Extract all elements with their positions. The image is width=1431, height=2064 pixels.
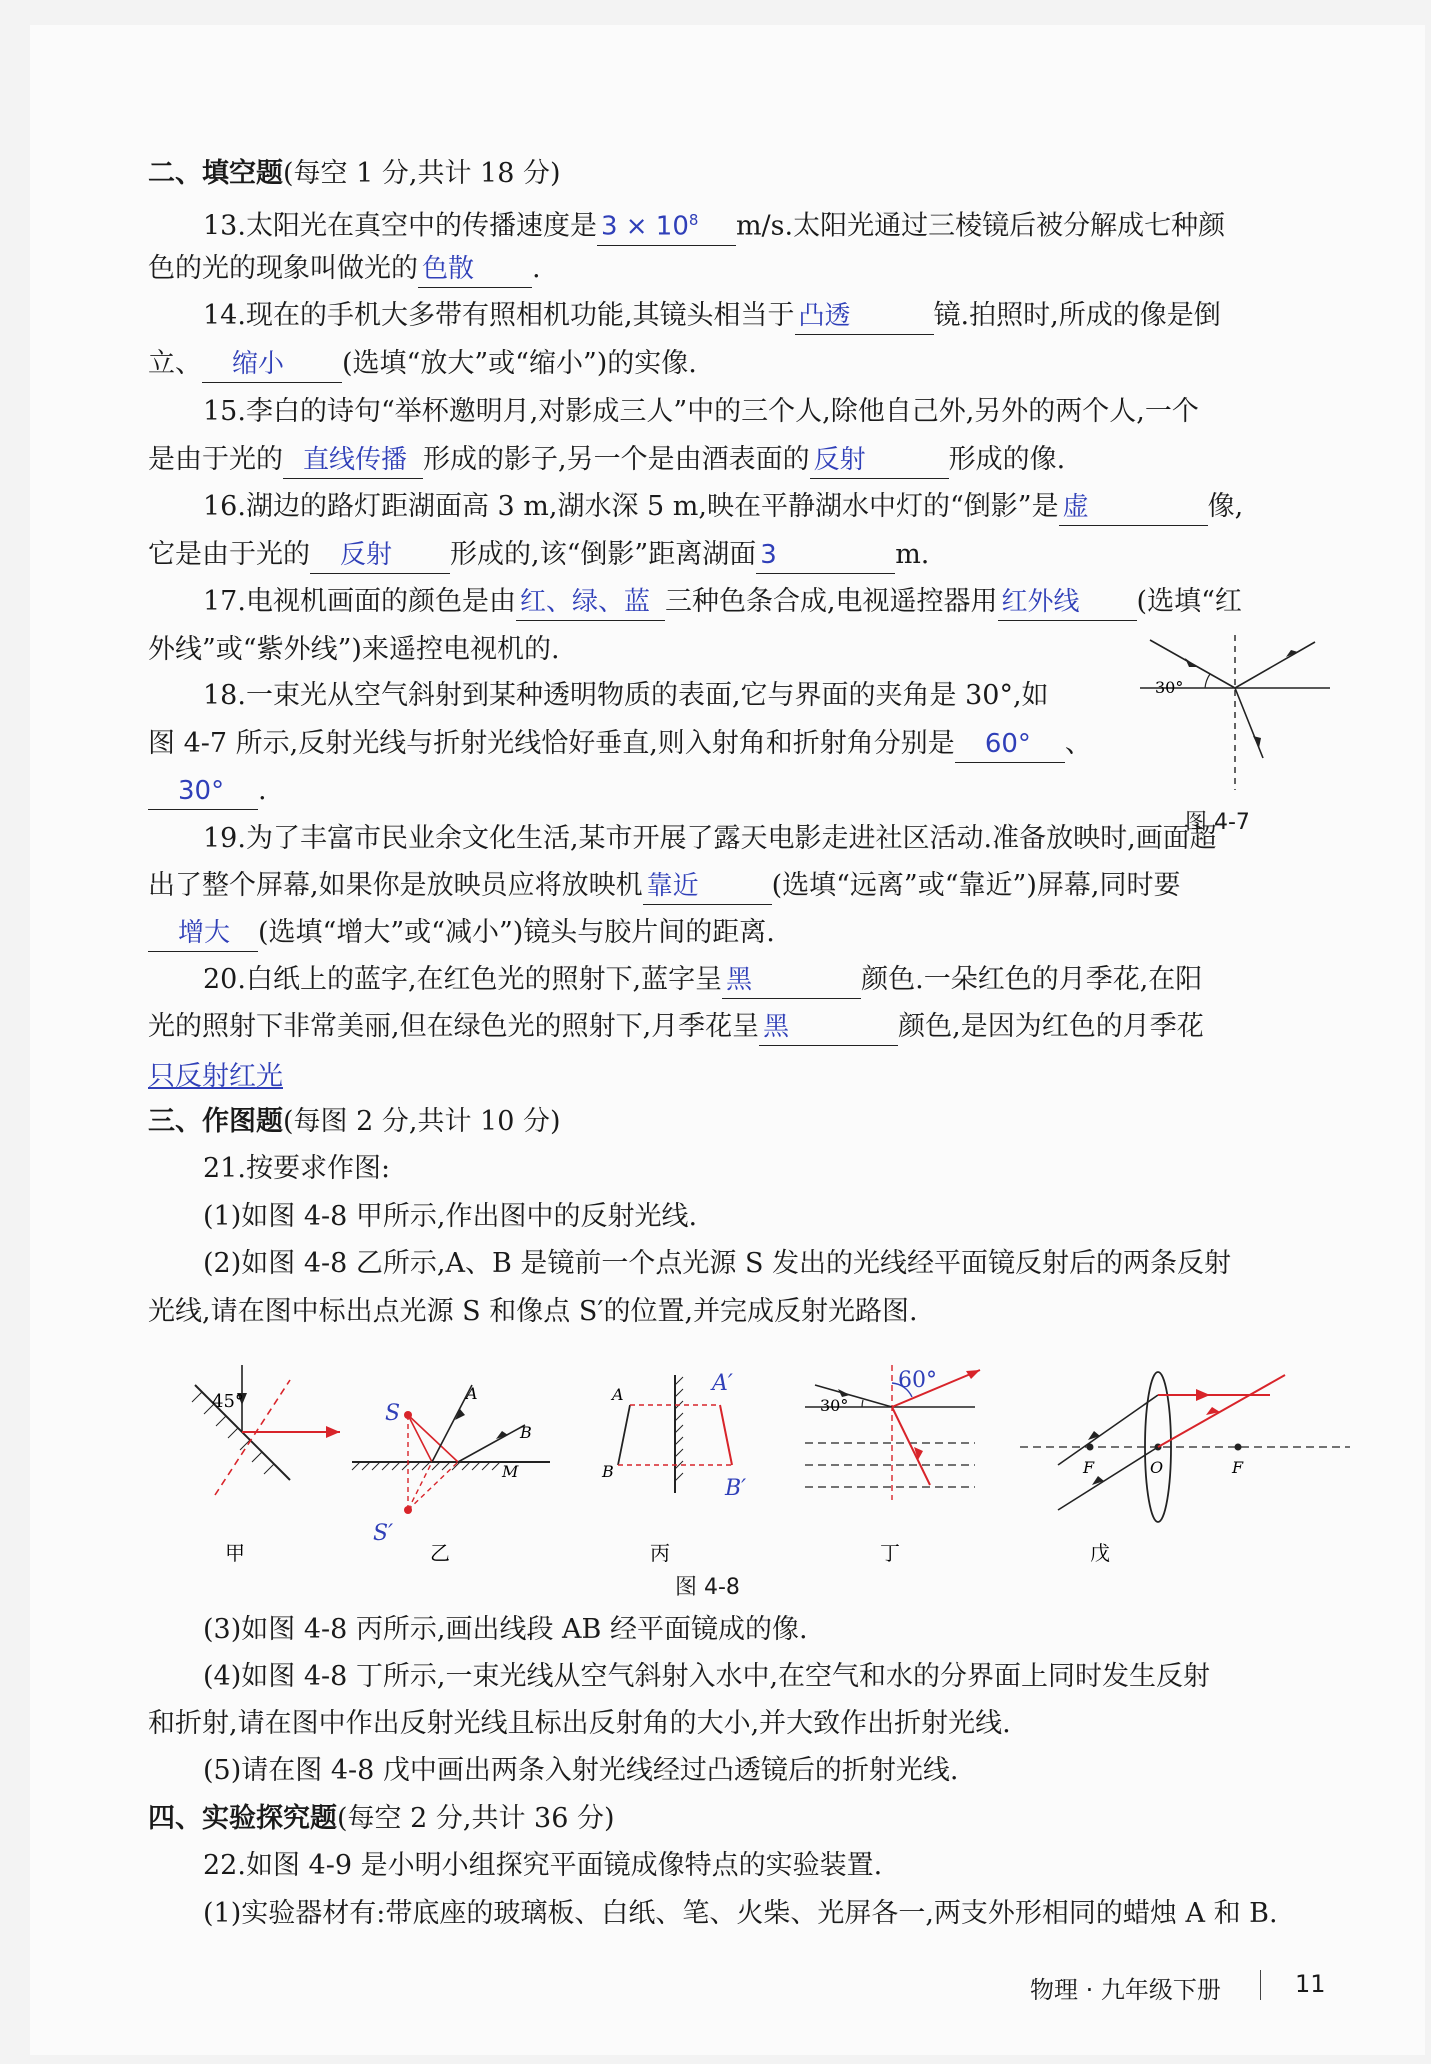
q19-line3 xyxy=(148,914,775,952)
q16-line2 xyxy=(148,536,929,574)
fig-ding xyxy=(805,1365,980,1565)
page-number: 11 xyxy=(1295,1970,1326,1998)
label-A: A xyxy=(466,1384,478,1403)
section-2-heading xyxy=(148,155,561,193)
fig-label: 丙 xyxy=(650,1541,670,1565)
q20-answer-2: 黑 xyxy=(759,1009,898,1046)
segment-AB xyxy=(618,1405,630,1465)
q21-p2a xyxy=(203,1245,1231,1283)
angle-arc xyxy=(862,1400,863,1407)
q14-text: 14.现在的手机大多带有照相机功能,其镜头相当于 xyxy=(203,300,795,331)
q19-line1 xyxy=(203,820,1217,858)
q18-text-b: 图 4-7 所示,反射光线与折射光线恰好垂直,则入射角和折射角分别是 xyxy=(148,728,955,759)
q21-text: 21.按要求作图: xyxy=(203,1153,391,1184)
fig-yi xyxy=(352,1384,550,1565)
q13-line2 xyxy=(148,250,541,288)
q19-text: 19.为了丰富市民业余文化生活,某市开展了露天电影走进社区活动.准备放映时,画面超 xyxy=(203,823,1217,854)
fig-label: 戊 xyxy=(1090,1541,1110,1565)
q21-p5 xyxy=(203,1752,958,1790)
incident-ray xyxy=(408,1415,458,1462)
q21-p3-text: (3)如图 4-8 丙所示,画出线段 AB 经平面镜成的像. xyxy=(203,1614,808,1645)
q20-line1 xyxy=(203,961,1202,999)
figure-4-7-caption: 图 4-7 xyxy=(1185,810,1250,835)
footer-book-title: 物理 · 九年级下册 xyxy=(1030,1976,1221,2004)
q14-text-b: 镜.拍照时,所成的像是倒 xyxy=(933,300,1221,331)
q20-text-c: 光的照射下非常美丽,但在绿色光的照射下,月季花呈 xyxy=(148,1011,760,1042)
q16-text: 16.湖边的路灯距湖面高 3 m,湖水深 5 m,映在平静湖水中灯的“倒影”是 xyxy=(203,491,1059,522)
q13-text-c: 色的光的现象叫做光的 xyxy=(148,253,418,284)
label-S: S xyxy=(385,1401,401,1426)
q19-text-d: (选填“增大”或“减小”)镜头与胶片间的距离. xyxy=(258,917,775,948)
q14-line2 xyxy=(148,345,697,383)
q13-text-d: . xyxy=(532,253,541,284)
q18-line2 xyxy=(148,725,1092,763)
q16-text-b: 像, xyxy=(1207,491,1244,522)
q18-text: 18.一束光从空气斜射到某种透明物质的表面,它与界面的夹角是 30°,如 xyxy=(203,680,1049,711)
q14-answer-1: 凸透 xyxy=(795,298,934,335)
section-note: (每图 2 分,共计 10 分) xyxy=(283,1106,561,1137)
q15-text-b: 是由于光的 xyxy=(148,444,283,475)
reflected-ray xyxy=(1235,642,1315,688)
q14-text-d: (选填“放大”或“缩小”)的实像. xyxy=(342,348,697,379)
q20-line3 xyxy=(148,1058,283,1096)
q21-p4a xyxy=(203,1658,1210,1696)
q13-answer-1-base: 3 × 10 xyxy=(600,211,689,242)
q15-text: 15.李白的诗句“举杯邀明月,对影成三人”中的三个人,除他自己外,另外的两个人,一个 xyxy=(203,396,1199,427)
fig-jia xyxy=(192,1365,340,1565)
q22-line2 xyxy=(203,1895,1278,1933)
label-A: A xyxy=(612,1385,624,1404)
focus-point xyxy=(1235,1444,1242,1451)
section-note: (每空 1 分,共计 18 分) xyxy=(283,158,561,189)
q21-p3 xyxy=(203,1611,808,1649)
q15-line1 xyxy=(203,393,1199,431)
section-note: (每空 2 分,共计 36 分) xyxy=(337,1803,615,1834)
q16-text-d: 形成的,该“倒影”距离湖面 xyxy=(450,539,757,570)
section-title: 三、作图题 xyxy=(148,1106,283,1137)
q14-answer-2: 缩小 xyxy=(202,346,342,383)
q15-text-d: 形成的像. xyxy=(948,444,1066,475)
figure-4-8-caption: 图 4-8 xyxy=(675,1575,740,1600)
q17-answer-2: 红外线 xyxy=(998,584,1137,621)
label-O: O xyxy=(1150,1458,1164,1477)
q21-p4b xyxy=(148,1705,1011,1743)
angle-arc xyxy=(1205,674,1210,688)
q15-answer-1: 直线传播 xyxy=(283,442,423,479)
q13-line1 xyxy=(203,202,1225,246)
q18-answer-2: 30° xyxy=(148,773,258,810)
q18-text-d: . xyxy=(258,775,267,806)
fig-label: 乙 xyxy=(430,1541,450,1565)
figure-4-8 xyxy=(190,1365,1360,1575)
q21-p4b-text: 和折射,请在图中作出反射光线且标出反射角的大小,并大致作出折射光线. xyxy=(148,1708,1011,1739)
reflection-angle-label: 60° xyxy=(898,1368,937,1393)
segment-image xyxy=(720,1405,732,1465)
q20-text: 20.白纸上的蓝字,在红色光的照射下,蓝字呈 xyxy=(203,964,723,995)
q18-line3 xyxy=(148,772,267,810)
label-S-prime: S′ xyxy=(373,1521,394,1546)
page xyxy=(30,25,1425,2055)
q22-line1 xyxy=(203,1847,882,1885)
q13-text: 13.太阳光在真空中的传播速度是 xyxy=(203,210,597,242)
ray-B xyxy=(458,1425,525,1462)
fig-label: 甲 xyxy=(225,1541,245,1565)
angle-label: 45° xyxy=(212,1391,244,1412)
q20-answer-3: 只反射红光 xyxy=(148,1061,283,1092)
angle-label: 30° xyxy=(1155,678,1184,697)
label-M: M xyxy=(502,1462,519,1481)
q15-answer-2: 反射 xyxy=(810,442,949,479)
arrow-icon xyxy=(1196,1389,1210,1401)
q16-answer-2: 反射 xyxy=(310,537,450,574)
q13-answer-1-exp: 8 xyxy=(688,211,699,229)
section-title: 二、填空题 xyxy=(148,158,283,189)
q19-answer-2: 增大 xyxy=(148,915,258,952)
q18-line1 xyxy=(203,677,1049,715)
footer-divider xyxy=(1260,1970,1261,2000)
q22-text: 22.如图 4-9 是小明小组探究平面镜成像特点的实验装置. xyxy=(203,1850,883,1881)
incident-ray-1 xyxy=(1058,1395,1158,1465)
q21-intro xyxy=(203,1150,390,1188)
q17-text-c: (选填“红 xyxy=(1136,586,1242,617)
q18-text-c: 、 xyxy=(1064,728,1092,759)
section-title: 四、实验探究题 xyxy=(148,1803,337,1834)
q13-answer-1 xyxy=(597,202,736,246)
label-B: B xyxy=(520,1423,532,1442)
q13-text-b: m/s.太阳光通过三棱镜后被分解成七种颜 xyxy=(735,210,1226,242)
q17-text-b: 三种色条合成,电视遥控器用 xyxy=(664,586,998,617)
q20-text-d: 颜色,是因为红色的月季花 xyxy=(898,1011,1204,1042)
q13-answer-2: 色散 xyxy=(418,251,532,288)
q21-p2b-text: 光线,请在图中标出点光源 S 和像点 S′的位置,并完成反射光路图. xyxy=(148,1296,918,1327)
q16-text-c: 它是由于光的 xyxy=(148,539,310,570)
label-F: F xyxy=(1083,1458,1095,1477)
q16-line1 xyxy=(203,488,1243,526)
q17-text-d: 外线”或“紫外线”)来遥控电视机的. xyxy=(148,634,560,665)
label-B-prime: B′ xyxy=(725,1476,747,1501)
q14-text-c: 立、 xyxy=(148,348,202,379)
arrow-icon xyxy=(1088,1431,1100,1440)
arrow-icon xyxy=(1253,736,1261,748)
refracted-ray-2 xyxy=(1158,1375,1285,1447)
q19-text-b: 出了整个屏幕,如果你是放映员应将放映机 xyxy=(148,870,643,901)
section-4-heading xyxy=(148,1800,615,1838)
arrow-icon xyxy=(1092,1476,1104,1485)
section-3-heading xyxy=(148,1103,561,1141)
q20-line2 xyxy=(148,1008,1204,1046)
q14-line1 xyxy=(203,297,1221,335)
q21-p5-text: (5)请在图 4-8 戊中画出两条入射光线经过凸透镜后的折射光线. xyxy=(203,1755,959,1786)
incident-ray xyxy=(408,1415,432,1462)
arrow-icon xyxy=(1185,658,1197,667)
label-B: B xyxy=(602,1462,614,1481)
refracted-ray xyxy=(892,1407,930,1485)
figure-4-7 xyxy=(1115,630,1335,790)
q17-answer-1: 红、绿、蓝 xyxy=(516,584,665,621)
q21-p2b xyxy=(148,1293,918,1331)
q18-answer-1: 60° xyxy=(955,726,1065,763)
incident-ray-2 xyxy=(1058,1447,1158,1510)
q17-line1 xyxy=(203,583,1242,621)
q19-answer-1: 靠近 xyxy=(643,868,772,905)
q21-p1 xyxy=(203,1198,697,1236)
q21-p2a-text: (2)如图 4-8 乙所示,A、B 是镜前一个点光源 S 发出的光线经平面镜反射后的两条反射 xyxy=(203,1248,1232,1279)
q19-text-c: (选填“远离”或“靠近”)屏幕,同时要 xyxy=(771,870,1181,901)
dashed-line xyxy=(408,1462,432,1510)
label-A-prime: A′ xyxy=(712,1371,733,1396)
q20-answer-1: 黑 xyxy=(722,962,861,999)
q17-text: 17.电视机画面的颜色是由 xyxy=(203,586,516,617)
q17-line2 xyxy=(148,631,560,669)
fig-label: 丁 xyxy=(880,1541,900,1565)
arrow-icon xyxy=(326,1426,340,1438)
q21-p1-text: (1)如图 4-8 甲所示,作出图中的反射光线. xyxy=(203,1201,698,1232)
q16-answer-3: 3 xyxy=(756,537,895,574)
fig-bing xyxy=(601,1371,746,1565)
q15-line2 xyxy=(148,441,1065,479)
q16-answer-1: 虚 xyxy=(1059,489,1208,526)
q19-line2 xyxy=(148,867,1180,905)
angle-label: 30° xyxy=(820,1396,849,1415)
q21-p4a-text: (4)如图 4-8 丁所示,一束光线从空气斜射入水中,在空气和水的分界面上同时发生反射 xyxy=(203,1661,1211,1692)
fig-wu xyxy=(1020,1372,1350,1565)
q20-text-b: 颜色.一朵红色的月季花,在阳 xyxy=(861,964,1203,995)
label-F: F xyxy=(1232,1458,1244,1477)
q16-text-e: m. xyxy=(895,539,930,570)
q22-text-b: (1)实验器材有:带底座的玻璃板、白纸、笔、火柴、光屏各一,两支外形相同的蜡烛 A 和 B. xyxy=(203,1898,1278,1929)
q15-text-c: 形成的影子,另一个是由酒表面的 xyxy=(423,444,810,475)
